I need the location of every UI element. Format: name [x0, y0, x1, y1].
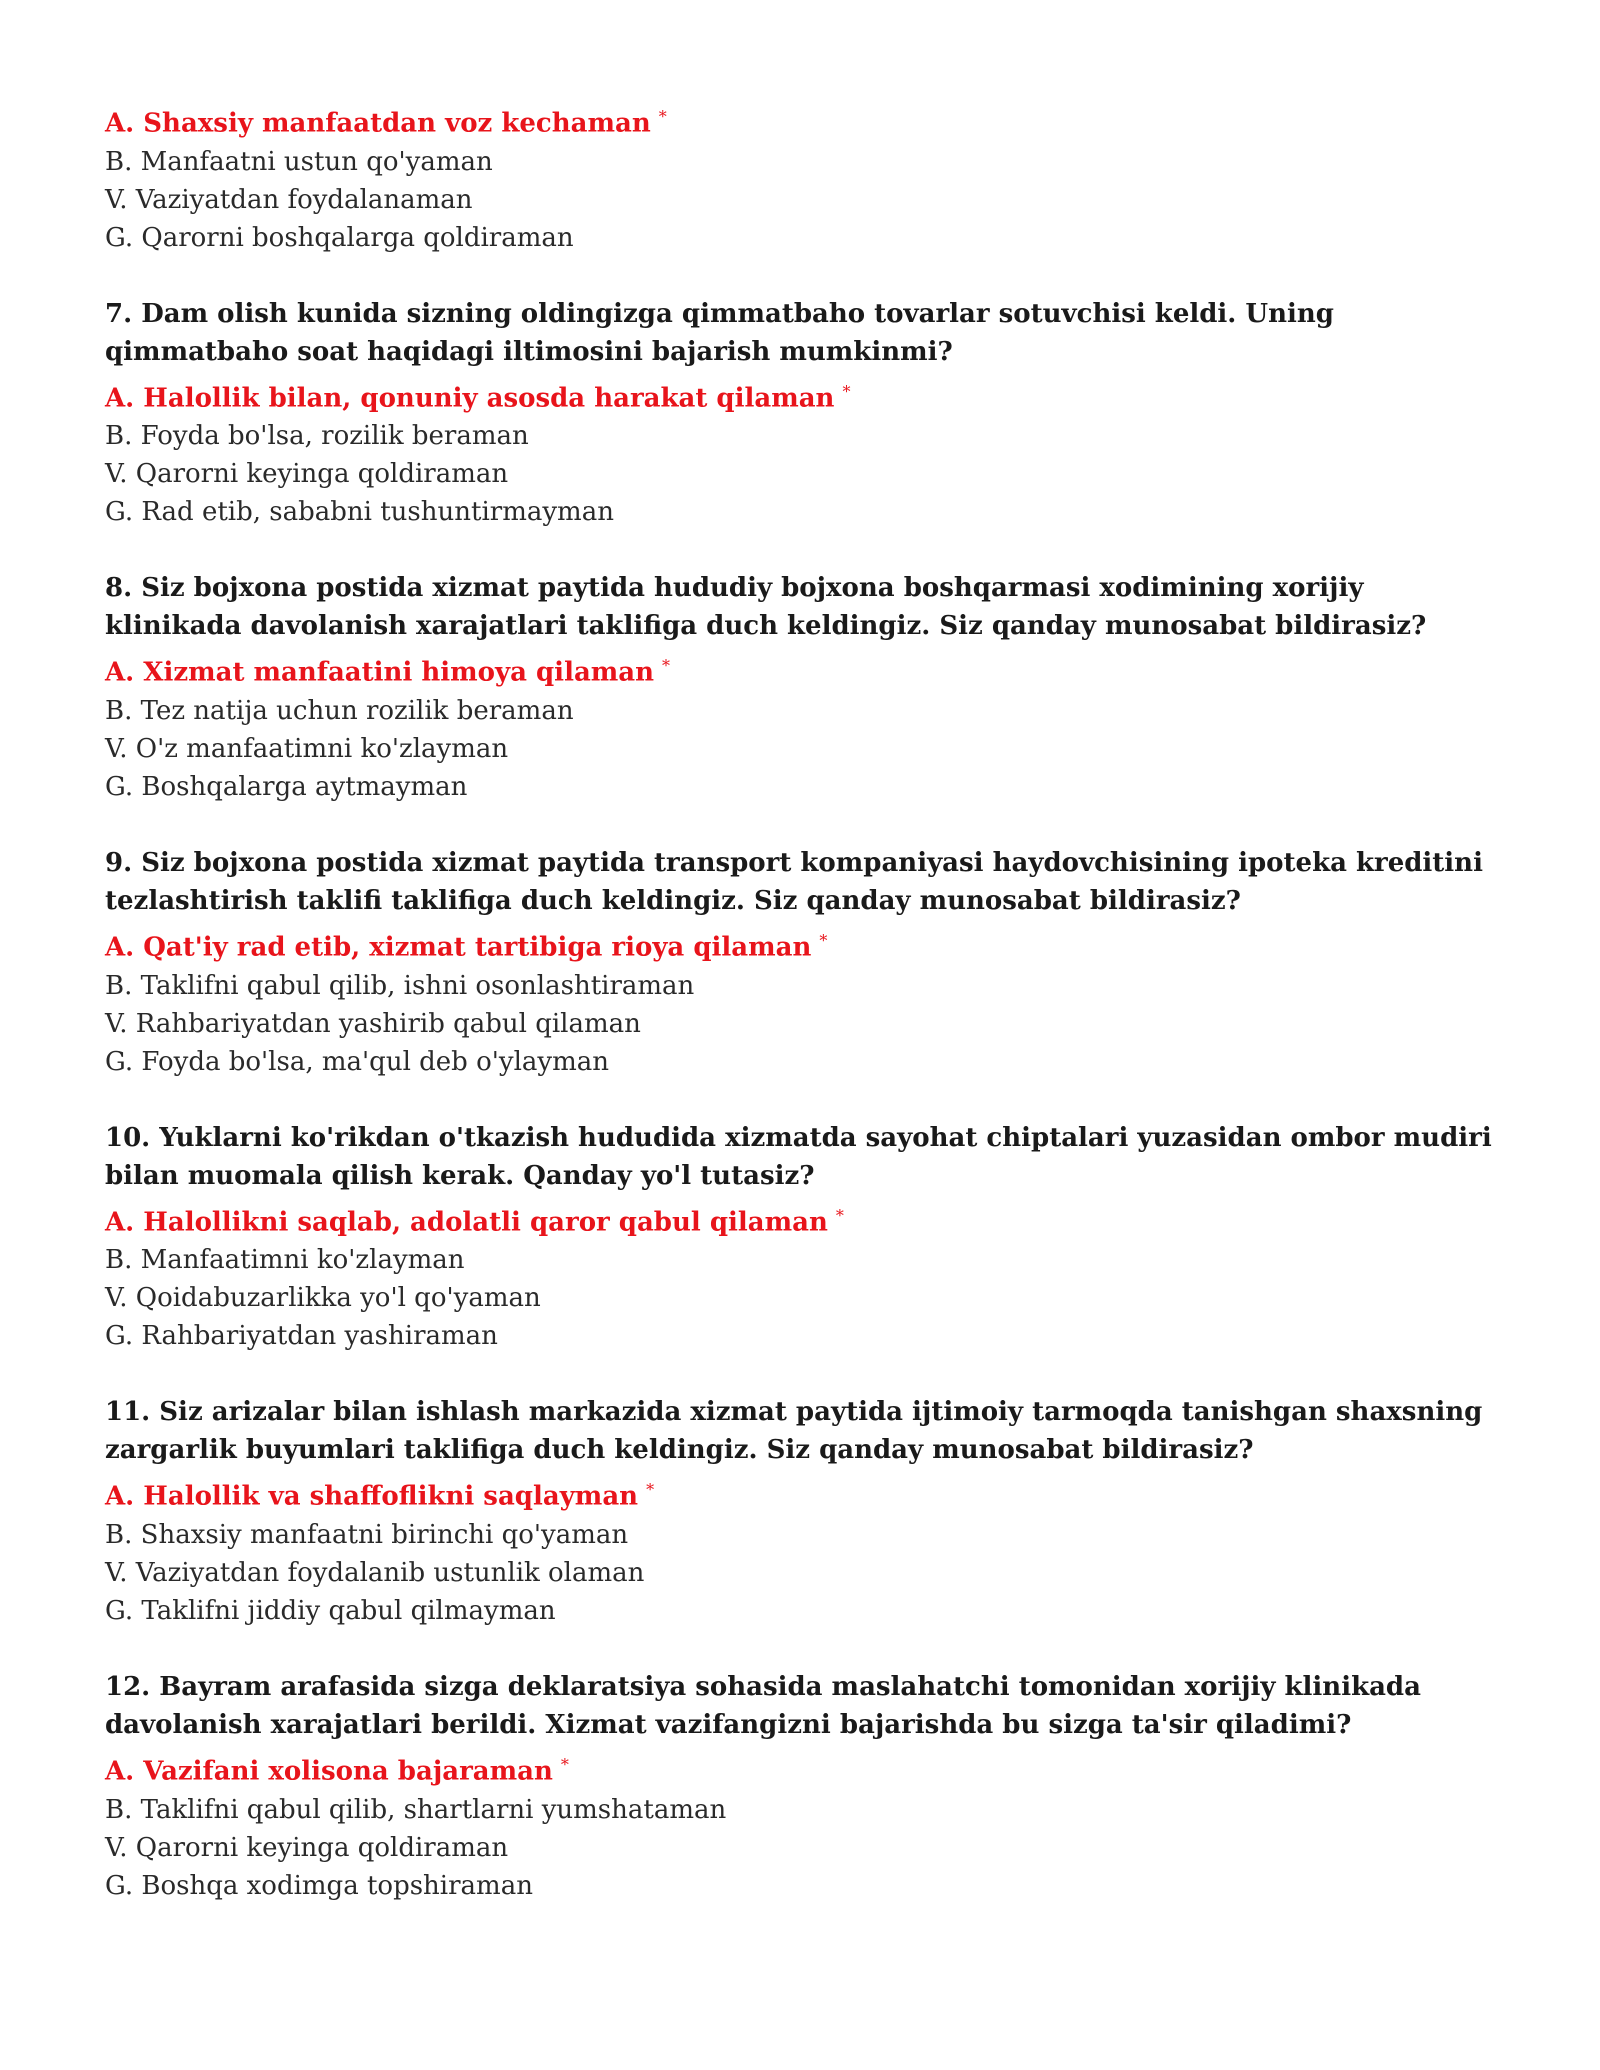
answer-option: [105, 493, 1500, 531]
answer-option: [105, 181, 1500, 219]
answer-option: [105, 1317, 1500, 1355]
option-text: V. Vaziyatdan foydalanaman: [105, 184, 473, 215]
correct-answer-option: [105, 373, 1500, 418]
option-text: V. O'z manfaatimni ko'zlayman: [105, 733, 509, 764]
option-text: B. Tez natija uchun rozilik beraman: [105, 695, 574, 726]
answer-option: [105, 1005, 1500, 1043]
question-block: [105, 844, 1500, 1081]
correct-marker-icon: *: [819, 930, 828, 950]
option-text: G. Qarorni boshqalarga qoldiraman: [105, 222, 574, 253]
question-block: [105, 1119, 1500, 1356]
question-text: 7. Dam olish kunida sizning oldingizga qimmatbaho tovarlar sotuvchisi keldi. Uning qimmatbaho soat haqidagi iltimosini bajarish mumkinmi?: [105, 298, 1334, 367]
correct-marker-icon: *: [835, 1205, 844, 1225]
option-text: G. Taklifni jiddiy qabul qilmayman: [105, 1595, 556, 1626]
correct-marker-icon: *: [646, 1480, 655, 1500]
option-text: B. Manfaatni ustun qo'yaman: [105, 146, 493, 177]
option-text: G. Boshqa xodimga topshiraman: [105, 1870, 533, 1901]
option-text: V. Vaziyatdan foydalanib ustunlik olaman: [105, 1557, 645, 1588]
question-block: [105, 98, 1500, 257]
question-text: 10. Yuklarni ko'rikdan o'tkazish hududida xizmatda sayohat chiptalari yuzasidan ombor mudiri bilan muomala qilish kerak. Qanday yo'l tutasiz?: [105, 1122, 1492, 1191]
option-text: V. Qoidabuzarlikka yo'l qo'yaman: [105, 1283, 541, 1314]
option-text: A. Halollik bilan, qonuniy asosda harakat qilaman: [105, 383, 835, 414]
option-text: A. Xizmat manfaatini himoya qilaman: [105, 657, 655, 688]
answer-option: [105, 1592, 1500, 1630]
correct-marker-icon: *: [560, 1754, 569, 1774]
option-text: V. Qarorni keyinga qoldiraman: [105, 459, 509, 490]
answer-option: [105, 417, 1500, 455]
answer-option: [105, 1791, 1500, 1829]
option-text: A. Qat'iy rad etib, xizmat tartibiga rioya qilaman: [105, 932, 812, 963]
option-text: B. Foyda bo'lsa, rozilik beraman: [105, 421, 529, 452]
option-text: G. Boshqalarga aytmayman: [105, 771, 468, 802]
question-text: 11. Siz arizalar bilan ishlash markazida xizmat paytida ijtimoiy tarmoqda tanishgan shaxsning zargarlik buyumlari taklifiga duch keldingiz. Siz qanday munosabat bildirasiz?: [105, 1397, 1483, 1466]
option-text: V. Qarorni keyinga qoldiraman: [105, 1832, 509, 1863]
option-text: G. Foyda bo'lsa, ma'qul deb o'ylayman: [105, 1046, 609, 1077]
correct-answer-option: [105, 922, 1500, 967]
option-text: B. Shaxsiy manfaatni birinchi qo'yaman: [105, 1519, 629, 1550]
question-block: [105, 1393, 1500, 1630]
answer-option: [105, 730, 1500, 768]
correct-answer-option: [105, 1746, 1500, 1791]
answer-option: [105, 692, 1500, 730]
question-block: [105, 1668, 1500, 1905]
option-text: B. Taklifni qabul qilib, ishni osonlashtiraman: [105, 970, 695, 1001]
option-text: B. Taklifni qabul qilib, shartlarni yumshataman: [105, 1794, 727, 1825]
question-block: [105, 569, 1500, 806]
answer-option: [105, 1241, 1500, 1279]
question-block: [105, 295, 1500, 532]
answer-option: [105, 219, 1500, 257]
correct-marker-icon: *: [842, 381, 851, 401]
answer-option: [105, 967, 1500, 1005]
option-text: A. Halollikni saqlab, adolatli qaror qabul qilaman: [105, 1207, 828, 1238]
option-text: G. Rad etib, sababni tushuntirmayman: [105, 497, 614, 528]
answer-option: [105, 1554, 1500, 1592]
option-text: A. Shaxsiy manfaatdan voz kechaman: [105, 108, 651, 139]
correct-marker-icon: *: [658, 107, 667, 126]
option-text: B. Manfaatimni ko'zlayman: [105, 1245, 465, 1276]
answer-option: [105, 768, 1500, 806]
correct-answer-option: [105, 98, 1500, 143]
question-text: 12. Bayram arafasida sizga deklaratsiya sohasida maslahatchi tomonidan xorijiy klinikada davolanish xarajatlari berildi. Xizmat vazifangizni bajarishda bu sizga ta'sir qiladimi?: [105, 1671, 1421, 1740]
option-text: G. Rahbariyatdan yashiraman: [105, 1321, 498, 1352]
question-text: 8. Siz bojxona postida xizmat paytida hududiy bojxona boshqarmasi xodimining xorijiy klinikada davolanish xarajatlari taklifiga duch keldingiz. Siz qanday munosabat bildirasiz?: [105, 573, 1427, 642]
answer-option: [105, 143, 1500, 181]
answer-option: [105, 1867, 1500, 1905]
correct-answer-option: [105, 647, 1500, 692]
option-text: V. Rahbariyatdan yashirib qabul qilaman: [105, 1008, 641, 1039]
answer-option: [105, 455, 1500, 493]
question-text: 9. Siz bojxona postida xizmat paytida transport kompaniyasi haydovchisining ipoteka kreditini tezlashtirish taklifi taklifiga duch keldingiz. Siz qanday munosabat bildirasiz?: [105, 847, 1483, 916]
correct-marker-icon: *: [662, 656, 671, 676]
option-text: A. Halollik va shaffoflikni saqlayman: [105, 1481, 639, 1512]
option-text: A. Vazifani xolisona bajaraman: [105, 1756, 553, 1787]
answer-option: [105, 1516, 1500, 1554]
correct-answer-option: [105, 1471, 1500, 1516]
answer-option: [105, 1279, 1500, 1317]
answer-option: [105, 1043, 1500, 1081]
correct-answer-option: [105, 1197, 1500, 1242]
answer-option: [105, 1829, 1500, 1867]
